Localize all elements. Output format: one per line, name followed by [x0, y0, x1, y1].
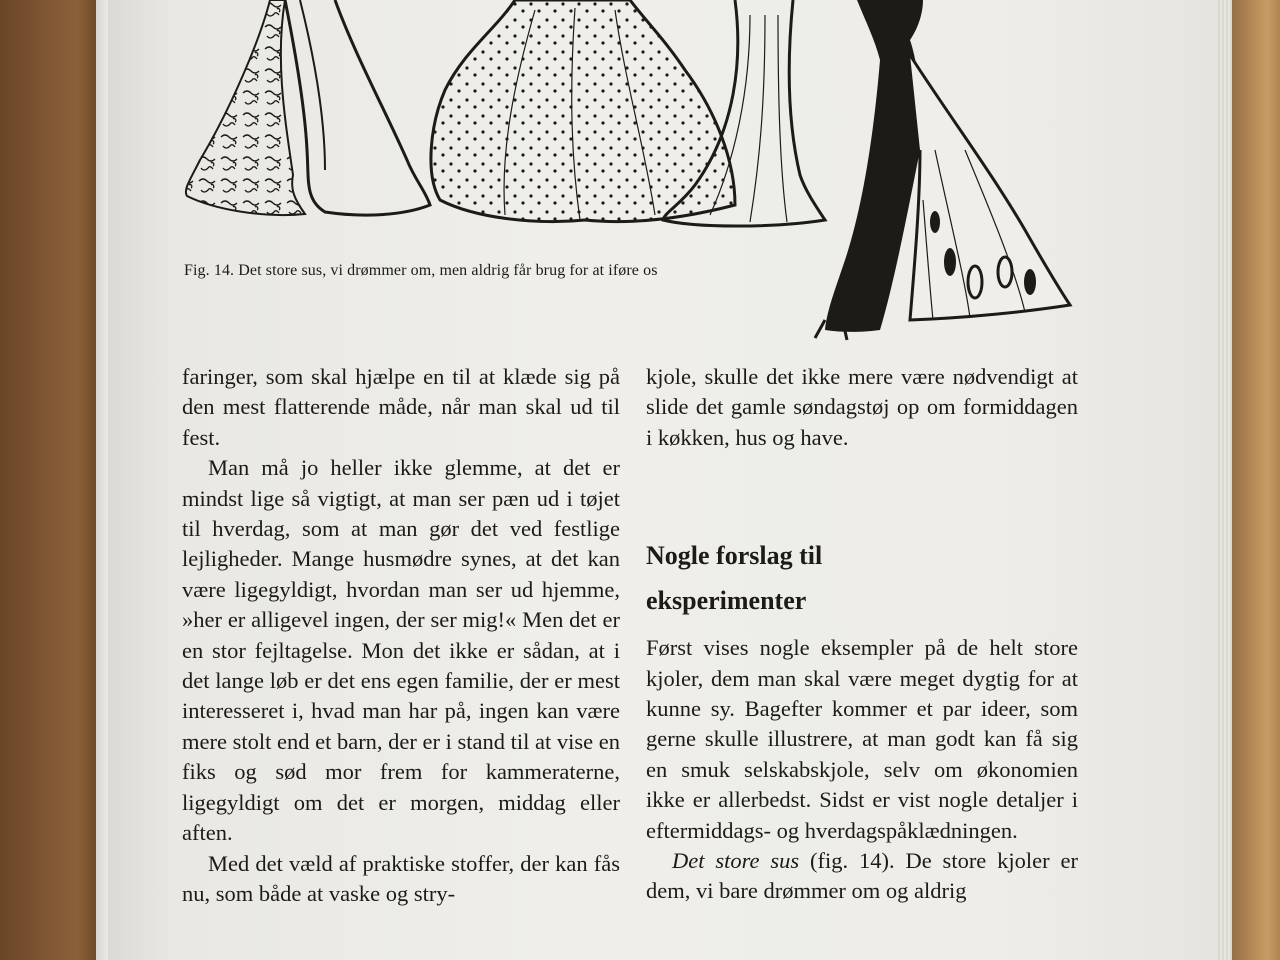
italic-phrase: Det store sus — [672, 848, 800, 874]
paragraph: Med det væld af praktiske stoffer, der kan fås nu, som både at vaske og stry- — [182, 850, 620, 906]
page-stack-edge — [1216, 0, 1232, 960]
left-text-column — [182, 362, 620, 909]
table-surface-left — [0, 0, 110, 960]
right-text-column — [646, 362, 1078, 906]
figure-caption: Fig. 14. Det store sus, vi drømmer om, men aldrig får brug for at iføre os — [184, 262, 658, 279]
fig-14-gowns-illustration — [175, 0, 1080, 345]
paragraph: Først vises nogle eksempler på de helt store kjoler, dem man skal være meget dygtig for at kunne sy. Bagefter kommer et par ideer, som gerne skulle illustrere, at man godt kan få sig en smuk selskabskjole, selv om økonomien ikke er allerbedst. Sidst er vist nogle detaljer i eftermiddags- og hverdagspåklædningen. — [646, 635, 1078, 843]
paragraph: Man må jo heller ikke glemme, at det er mindst lige så vigtigt, at man ser pæn ud i tøjet til hverdag, som at man gør det ved festlige lejligheder. Mange husmødre synes, at det kan være ligegyldigt, hvordan man ser ud hjemme, »her er alligevel ingen, der ser mig!« Men det er en stor fejltagelse. Mon det ikke er sådan, at i det lange løb er det ens egen familie, der er mest interesseret i, hvad man har på, ingen kan være mere stolt end et barn, der er i stand til at vise en fiks og sød mor frem for kammeraterne, ligegyldigt om det er morgen, middag eller aften. — [182, 455, 620, 846]
table-surface-right — [1228, 0, 1280, 960]
section-heading-line: Nogle forslag til — [646, 541, 823, 571]
section-heading — [646, 533, 1078, 623]
section-heading-line: eksperimenter — [646, 586, 807, 616]
paragraph-text: (fig. 14). De store kjoler er dem, vi bare drømmer om og aldrig — [646, 848, 1078, 904]
paragraph: faringer, som skal hjælpe en til at klæde sig på den mest flatterende måde, når man skal ud til fest. — [182, 364, 620, 450]
paragraph: kjole, skulle det ikke mere være nødvendigt at slide det gamle søndagstøj op om formiddagen i køkken, hus og have. — [646, 364, 1078, 450]
paragraph — [646, 846, 1078, 906]
